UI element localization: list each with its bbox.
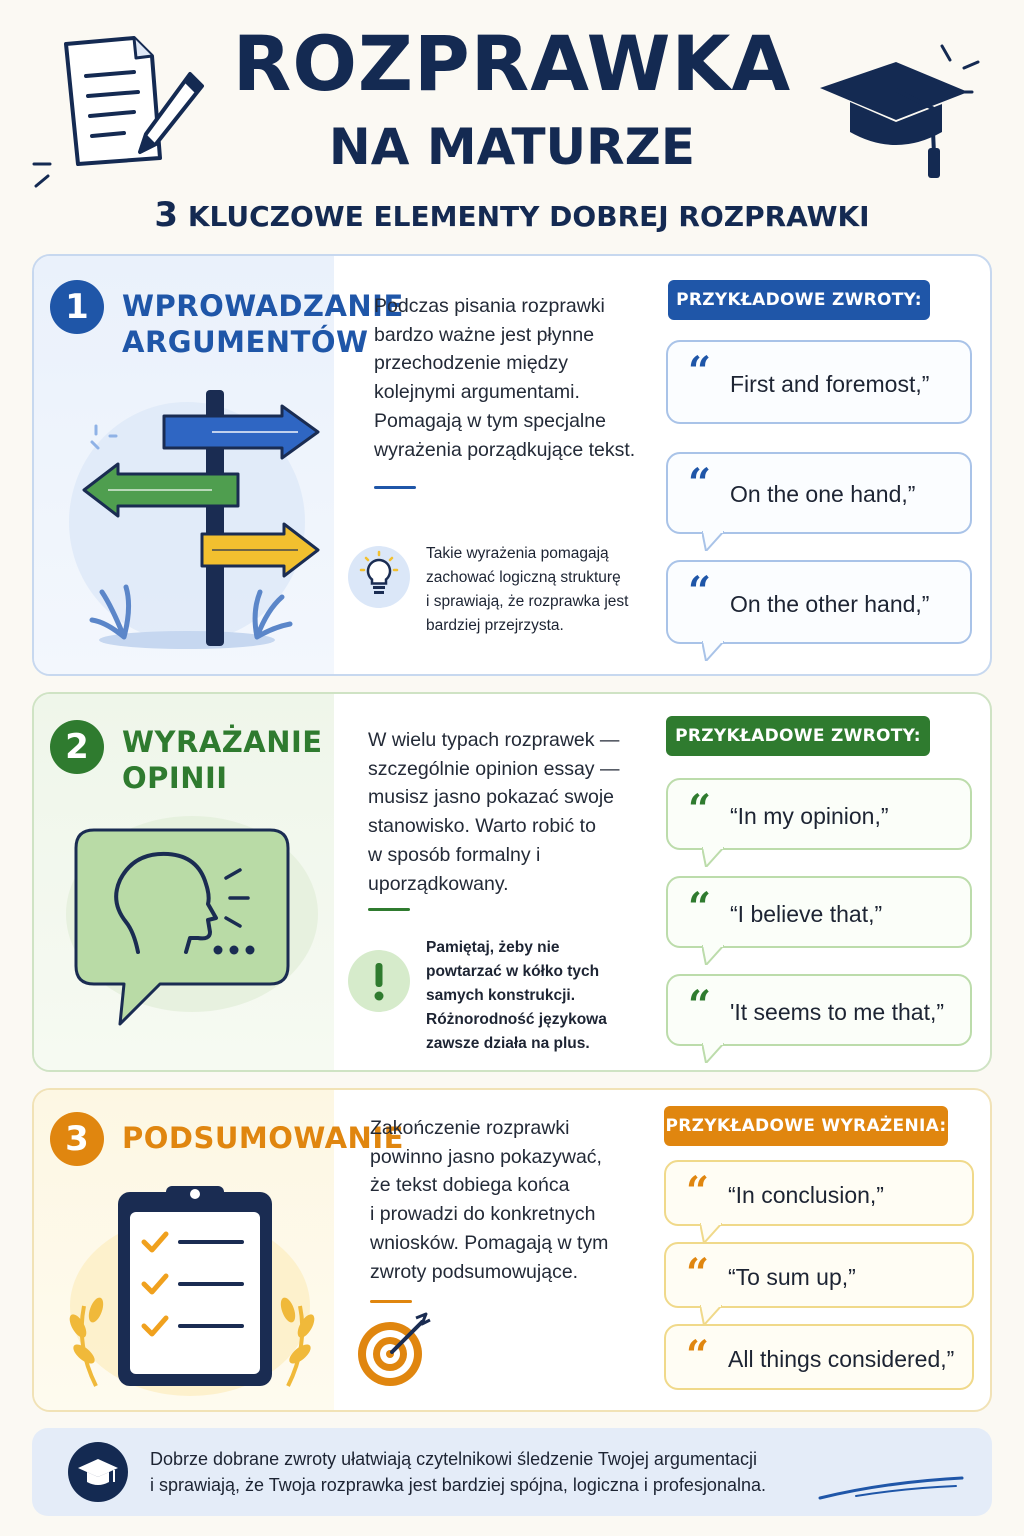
phrase-text: 'It seems to me that,” [730,999,945,1025]
section-number: 2 [50,720,104,774]
quote-icon: “ [688,568,712,615]
speaking-head-icon [64,814,324,1034]
lightbulb-icon [348,546,410,608]
footer-note [32,1428,992,1516]
tip-line: powtarzać w kółko tych [426,963,600,980]
phrase-text: “I believe that,” [730,901,883,927]
section-title [122,288,404,360]
tip-line: Takie wyrażenia pomagają [426,545,609,562]
body-line: Podczas pisania rozprawki [374,295,605,317]
tip-line: i sprawiają, że rozprawka jest [426,593,629,610]
section-title-line: OPINII [122,761,228,795]
quote-icon: “ [688,460,712,507]
quote-icon: “ [688,884,712,931]
body-line: musisz jasno pokazać swoje [368,786,615,809]
footer-text [150,1446,766,1498]
phrase-bubble [664,1160,974,1226]
body-line: w sposób formalny i [368,843,541,866]
bubble-tail [700,1305,722,1325]
section-tip [426,936,607,1056]
body-line: powinno jasno pokazywać, [370,1145,602,1168]
section-tip [426,542,628,638]
footer-line: Dobrze dobrane zwroty ułatwiają czytelnikowi śledzenie Twojej argumentacji [150,1449,757,1469]
body-line: stanowisko. Warto robić to [368,815,596,838]
tip-line: bardziej przejrzysta. [426,617,564,634]
body-line: bardzo ważne jest płynne [374,323,595,346]
quote-icon: “ [686,1250,710,1297]
section-number: 3 [50,1112,104,1166]
graduation-cap-icon [68,1442,128,1502]
body-line: że tekst dobiega końca [370,1174,570,1197]
body-line: uporządkowany. [368,872,509,895]
tip-line: zawsze działa na plus. [426,1035,590,1052]
body-line: i prowadzi do konkretnych [370,1203,596,1226]
section-summary [32,1088,992,1412]
clipboard-checklist-icon [56,1186,326,1396]
phrases-label: PRZYKŁADOWE ZWROTY: [666,716,930,756]
phrase-bubble [664,1242,974,1308]
phrases-label: PRZYKŁADOWE ZWROTY: [668,280,930,320]
subtitle-text: KLUCZOWE ELEMENTY DOBREJ ROZPRAWKI [187,200,870,233]
body-line: przechodzenie między [374,352,569,375]
phrases-label: PRZYKŁADOWE WYRAŻENIA: [664,1106,948,1146]
quote-icon: “ [686,1332,710,1379]
section-title [122,724,323,796]
quote-icon: “ [686,1168,710,1215]
tip-line: Różnorodność językowa [426,1011,607,1028]
phrase-text: All things considered,” [728,1346,955,1372]
quote-icon: “ [688,786,712,833]
tip-line: zachować logiczną strukturę [426,569,621,586]
tip-line: samych konstrukcji. [426,987,576,1004]
phrase-text: On the one hand,” [730,481,916,507]
phrase-bubble [666,778,972,850]
body-line: zwroty podsumowujące. [370,1260,579,1283]
phrase-bubble [666,452,972,534]
graduation-cap-icon [812,40,982,190]
section-body [370,1114,608,1286]
header [0,0,1024,250]
quote-icon: “ [688,982,712,1029]
phrase-text: “In conclusion,” [728,1182,884,1208]
section-body [374,292,635,464]
section-opinion [32,692,992,1072]
bubble-tail [702,641,724,661]
page-title-line2: NA MATURZE [328,118,696,176]
section-divider [370,1300,412,1303]
phrase-bubble [666,340,972,424]
page-title: ROZPRAWKA [232,19,792,108]
section-title-line: WPROWADZANIE [122,289,404,323]
bubble-tail [702,531,724,551]
bubble-tail [700,1223,722,1243]
phrase-bubble [666,560,972,644]
body-line: szczególnie opinion essay — [368,757,620,780]
exclamation-icon [348,950,410,1012]
footer-line: i sprawiają, że Twoja rozprawka jest bardziej spójna, logiczna i profesjonalna. [150,1475,766,1495]
body-line: W wielu typach rozprawek — [368,729,620,751]
phrase-bubble [664,1324,974,1390]
body-line: Zakończenie rozprawki [370,1117,570,1139]
section-arguments [32,254,992,676]
phrase-text: “To sum up,” [728,1264,856,1290]
quote-icon: “ [688,348,712,395]
signpost-icon [62,382,322,652]
body-line: kolejnymi argumentami. [374,381,580,404]
body-line: Pomagają w tym specjalne [374,409,606,432]
body-line: wyrażenia porządkujące tekst. [374,438,636,461]
phrase-bubble [666,974,972,1046]
bubble-tail [702,847,724,867]
underline-swoosh-icon [816,1474,966,1504]
page-subtitle [0,195,1024,235]
phrase-bubble [666,876,972,948]
section-divider [368,908,410,911]
phrase-text: On the other hand,” [730,591,930,617]
section-title-line: WYRAŻANIE [122,725,323,759]
section-number: 1 [50,280,104,334]
section-title-line: PODSUMOWANIE [122,1121,404,1155]
section-title [122,1120,404,1156]
bubble-tail [702,1043,724,1063]
tip-line: Pamiętaj, żeby nie [426,939,560,956]
body-line: wniosków. Pomagają w tym [370,1231,609,1254]
bubble-tail [702,945,724,965]
target-icon [354,1310,434,1390]
subtitle-number: 3 [154,195,179,235]
phrase-text: First and foremost,” [730,371,930,397]
phrase-text: “In my opinion,” [730,803,889,829]
section-title-line: ARGUMENTÓW [122,325,369,359]
section-divider [374,486,416,489]
section-body [368,726,619,898]
